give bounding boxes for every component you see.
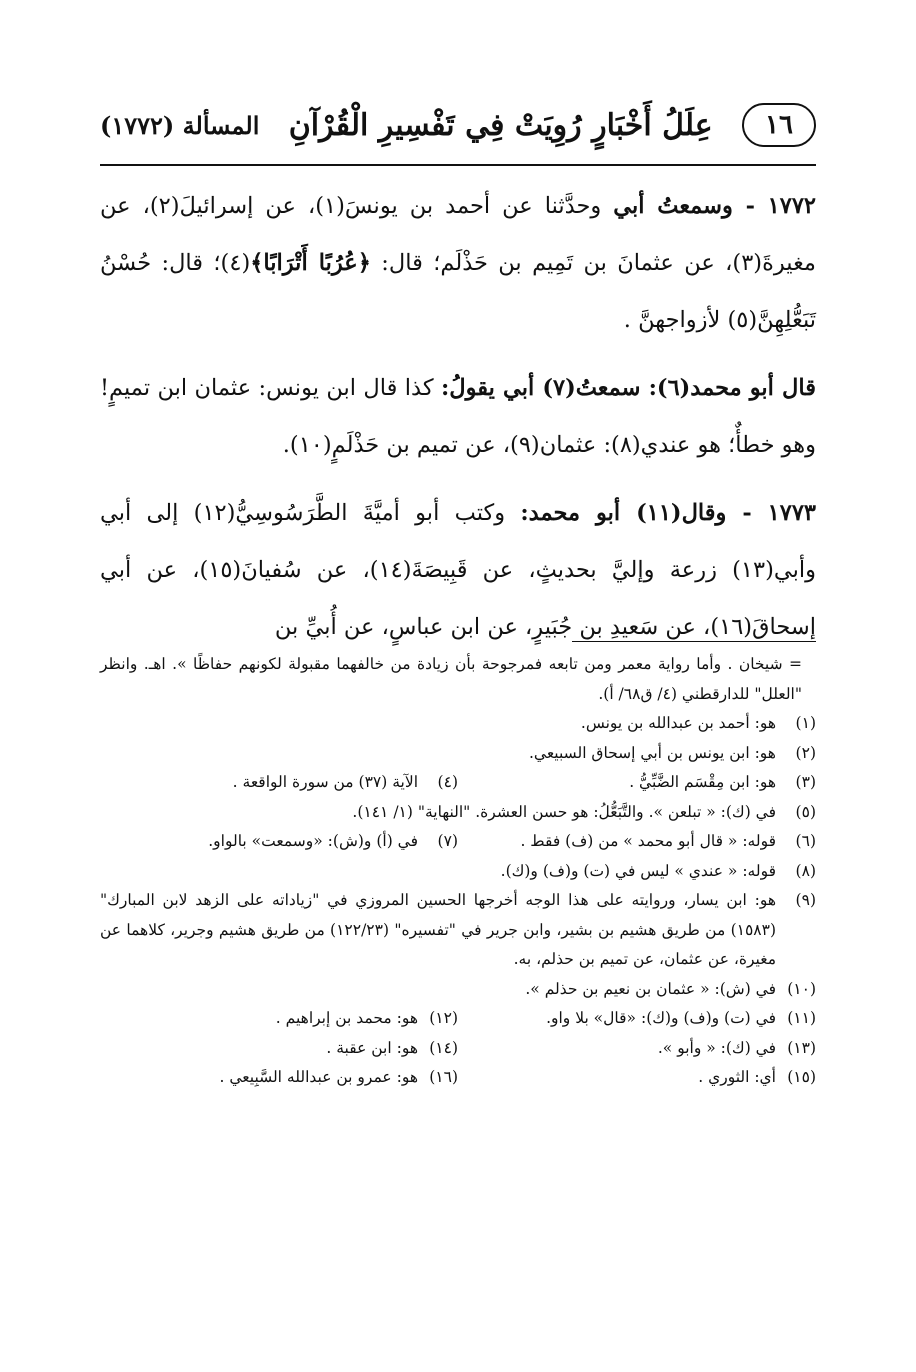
header-divider — [100, 164, 816, 166]
footnote-5 — [100, 798, 816, 828]
footnote-pair-6-7 — [100, 827, 816, 857]
footnote-2 — [100, 739, 816, 769]
footnote-number: (٤) — [437, 773, 458, 791]
footnote-10 — [100, 975, 816, 1005]
footnote-9 — [100, 886, 816, 975]
footnote-pair-13-14 — [100, 1034, 816, 1064]
footnote-text: أي: الثوري . — [698, 1068, 776, 1086]
page-header — [100, 100, 816, 150]
footnote-number: (٦) — [795, 832, 816, 850]
footnote-pair-11-12 — [100, 1004, 816, 1034]
footnote-1 — [100, 709, 816, 739]
page-number: ١٦ — [742, 103, 816, 147]
footnote-6 — [458, 827, 816, 857]
footnote-text: في (ت) و(ف) و(ك): «قال» بلا واو. — [546, 1009, 776, 1027]
footnote-4 — [100, 768, 458, 798]
footnotes — [100, 650, 816, 1093]
footnote-number: (١٠) — [787, 979, 816, 998]
footnote-number: (٩) — [795, 891, 816, 909]
paragraph-text: وكتب أبو أميَّةَ الطَّرَسُوسِيُّ(١٢) إلى أبي وأبي(١٣) زرعة وإليَّ بحديثٍ، عن قَبِيصَةَ(١٤)، عن سُفيانَ(١٥)، عن أبي إسحاقَ(١٦)، عن سَعيدِ بن جُبَيرٍ، عن ابن عباسٍ، عن أُبيِّ بن — [100, 500, 816, 640]
footnote-number: (١٥) — [787, 1068, 816, 1086]
footnote-continuation: = شيخان . وأما رواية معمر ومن تابعه فمرجوحة بأن زيادة من خالفهما مقبولة لكونهم حفاظًا ». اهـ. وانظر "العلل" للدارقطني (٤/ ق٦٨/ أ). — [100, 655, 802, 703]
footnote-8 — [100, 857, 816, 887]
footnote-12 — [100, 1004, 458, 1034]
paragraph-text: كذا قال ابن يونس: عثمان ابن تميمٍ! وهو خطأٌ؛ هو عندي(٨): عثمان(٩)، عن تميم بن حَذْلَمٍ(١٠). — [100, 375, 816, 458]
footnote-number: (١٦) — [429, 1068, 458, 1086]
quran-quote: ﴿عُرُبًا أَتْرَابًا﴾ — [250, 250, 371, 276]
footnote-16 — [100, 1063, 458, 1093]
footnote-divider — [572, 641, 816, 642]
footnote-number: (٨) — [795, 861, 816, 880]
footnote-number: (١٣) — [787, 1038, 816, 1057]
footnote-text: قوله: « عندي » ليس في (ت) و(ف) و(ك). — [500, 861, 776, 880]
paragraph-text: (٤)؛ قال: حُسْنُ تَبَعُّلِهِنَّ(٥) لأزواجهنَّ . — [100, 250, 816, 333]
footnote-number: (١) — [795, 714, 816, 732]
footnote-number: (٣) — [795, 773, 816, 791]
footnote-3 — [458, 768, 816, 798]
footnote-text: في (ك): « تبلعن ». والتَّبَعُّلُ: هو حسن العشرة. "النهاية" (١/ ١٤١). — [352, 802, 776, 821]
footnote-number: (١٤) — [429, 1038, 458, 1057]
paragraph-1773 — [100, 485, 816, 656]
footnote-pair-15-16 — [100, 1063, 816, 1093]
footnote-text: هو: ابن يسار، وروايته على هذا الوجه أخرجها الحسين المروزي في "زياداته على الزهد لابن المبارك" (١٥٨٣) من طريق هشيم بن بشير، وابن جرير في "تفسيره" (١٢٢/٢٣) من طريق هشيم وجرير، كلاهما عن مغيرة، عن عثمان، عن تميم بن حذلم، به. — [100, 891, 776, 968]
footnote-text: هو: ابن يونس بن أبي إسحاق السبيعي. — [528, 743, 776, 762]
footnote-number: (٥) — [795, 802, 816, 821]
footnote-number: (٢) — [795, 743, 816, 762]
footnote-text: هو: ابن عقبة . — [326, 1038, 418, 1057]
main-text — [100, 178, 816, 667]
footnote-number: (٧) — [437, 832, 458, 850]
footnote-text: الآية (٣٧) من سورة الواقعة . — [232, 773, 418, 791]
footnote-7 — [100, 827, 458, 857]
footnote-15 — [458, 1063, 816, 1093]
issue-number-1772: ١٧٧٢ - وسمعتُ أبي — [613, 193, 816, 219]
paragraph-abu-muhammad — [100, 360, 816, 474]
footnote-text: قوله: « قال أبو محمد » من (ف) فقط . — [520, 832, 776, 850]
issue-label: المسألة (١٧٧٢) — [100, 110, 260, 140]
footnote-text: في (أ) و(ش): «وسمعت» بالواو. — [208, 832, 418, 850]
footnote-number: (١١) — [787, 1009, 816, 1027]
paragraph-1772 — [100, 178, 816, 349]
book-title: عِلَلُ أَخْبَارٍ رُوِيَتْ فِي تَفْسِيرِ الْقُرْآنِ — [288, 107, 713, 143]
paragraph-lead: قال أبو محمد(٦): سمعتُ(٧) أبي يقولُ: — [440, 375, 816, 401]
footnote-13 — [458, 1034, 816, 1064]
footnote-11 — [458, 1004, 816, 1034]
footnote-text: هو: ابن مِقْسَم الضَّبِّيُّ . — [629, 773, 776, 791]
footnote-text: في (ك): « وأبو ». — [657, 1038, 776, 1057]
footnote-14 — [100, 1034, 458, 1064]
footnote-text: هو: أحمد بن عبدالله بن يونس. — [580, 714, 776, 732]
footnote-number: (١٢) — [429, 1009, 458, 1027]
issue-number-1773: ١٧٧٣ - وقال(١١) أبو محمد: — [520, 500, 816, 526]
footnote-pair-3-4 — [100, 768, 816, 798]
footnote-text: في (ش): « عثمان بن نعيم بن حذلم ». — [525, 979, 776, 998]
footnote-text: هو: محمد بن إبراهيم . — [275, 1009, 418, 1027]
paragraph-text: وحدَّثنا عن أحمد بن يونسَ(١)، عن إسرائيلَ(٢)، عن مغيرةَ(٣)، عن عثمانَ بن تَمِيم بن حَذْلَم؛ قال: — [100, 193, 816, 276]
footnote-text: هو: عمرو بن عبدالله السَّبِيعي . — [219, 1068, 418, 1086]
